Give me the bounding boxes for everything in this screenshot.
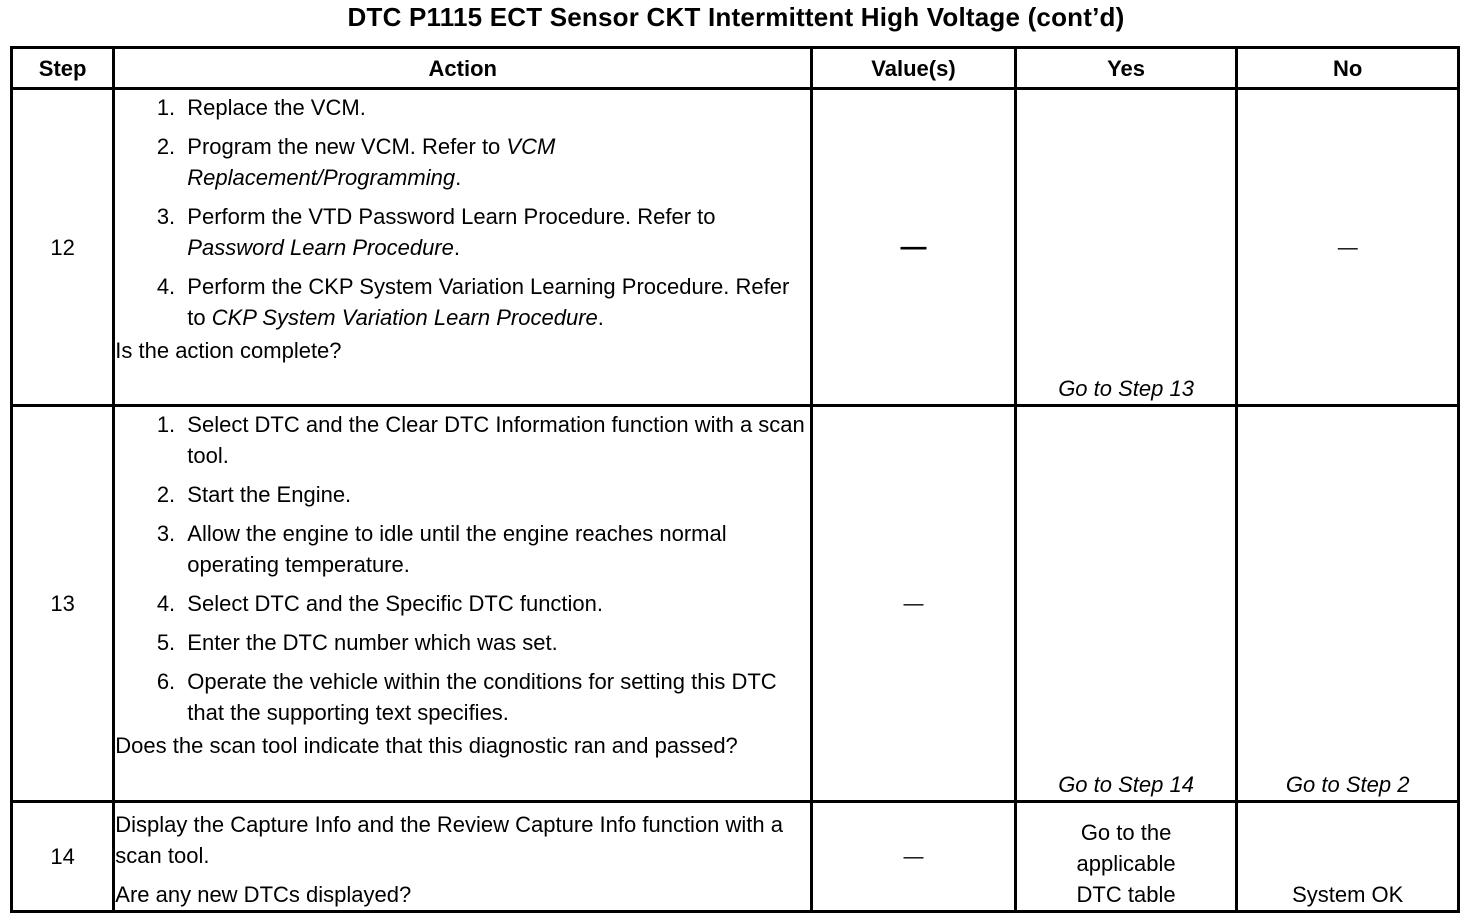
- list-item: [181, 518, 810, 580]
- page-title: DTC P1115 ECT Sensor CKT Intermittent High Voltage (cont’d): [347, 2, 1125, 32]
- action-text: Program the new VCM. Refer to: [187, 134, 507, 159]
- value-dash: —: [903, 846, 924, 868]
- yes-result: Go to the applicable DTC table: [1076, 820, 1176, 907]
- action-cell: [114, 802, 812, 912]
- list-item: [181, 201, 810, 263]
- action-list: [115, 92, 810, 333]
- action-cell: [114, 406, 812, 802]
- step-number: 12: [12, 89, 114, 406]
- action-question: Does the scan tool indicate that this diagnostic ran and passed?: [115, 733, 738, 758]
- no-cell: [1237, 406, 1459, 802]
- reference-link: Password Learn Procedure: [187, 235, 454, 260]
- no-result: System OK: [1292, 882, 1404, 907]
- table-row: [12, 406, 1459, 802]
- value-dash: —: [903, 593, 924, 615]
- value-cell: [812, 406, 1016, 802]
- action-text: Start the Engine.: [187, 482, 352, 507]
- value-dash: —: [900, 231, 927, 261]
- yes-result: Go to Step 14: [1058, 772, 1194, 797]
- header-value: Value(s): [812, 48, 1016, 89]
- yes-cell: [1015, 802, 1237, 912]
- header-yes: Yes: [1015, 48, 1237, 89]
- action-text: Allow the engine to idle until the engine reaches normal operating temperature.: [187, 521, 727, 577]
- diagnostic-table: [10, 46, 1460, 913]
- action-text: Select DTC and the Specific DTC function.: [187, 591, 604, 616]
- header-no: No: [1237, 48, 1459, 89]
- no-result: Go to Step 2: [1285, 772, 1410, 797]
- table-row: [12, 89, 1459, 406]
- action-text-end: .: [597, 305, 604, 330]
- no-cell: [1237, 89, 1459, 406]
- action-list: [115, 409, 810, 728]
- action-text: Perform the VTD Password Learn Procedure. Refer to: [187, 204, 716, 229]
- action-text: Replace the VCM.: [187, 95, 366, 120]
- list-item: [181, 479, 810, 510]
- action-text-end: .: [453, 235, 460, 260]
- action-text: Operate the vehicle within the conditions for setting this DTC that the supporting text specifies.: [187, 669, 777, 725]
- header-action: Action: [114, 48, 812, 89]
- header-row: [12, 48, 1459, 89]
- step-number: 14: [12, 802, 114, 912]
- list-item: [181, 271, 810, 333]
- list-item: [181, 409, 810, 471]
- reference-link: VCM Replacement/Programming: [187, 134, 556, 190]
- header-step: Step: [12, 48, 114, 89]
- action-cell: [114, 89, 812, 406]
- reference-link: CKP System Variation Learn Procedure: [211, 305, 598, 330]
- action-question: Is the action complete?: [115, 338, 342, 363]
- no-result: —: [1337, 236, 1358, 259]
- yes-result: Go to Step 13: [1058, 376, 1194, 401]
- action-instruction: Display the Capture Info and the Review Capture Info function with a scan tool.: [115, 812, 783, 868]
- list-item: [181, 588, 810, 619]
- action-text: Enter the DTC number which was set.: [187, 630, 558, 655]
- action-question: Are any new DTCs displayed?: [115, 882, 412, 907]
- action-text: Perform the CKP System Variation Learning Procedure. Refer to: [187, 274, 790, 330]
- table-row: [12, 802, 1459, 912]
- yes-cell: [1015, 406, 1237, 802]
- step-number: 13: [12, 406, 114, 802]
- list-item: [181, 666, 810, 728]
- value-cell: [812, 89, 1016, 406]
- value-cell: [812, 802, 1016, 912]
- action-text: Select DTC and the Clear DTC Information function with a scan tool.: [187, 412, 805, 468]
- no-cell: [1237, 802, 1459, 912]
- list-item: [181, 627, 810, 658]
- list-item: [181, 92, 810, 123]
- yes-cell: [1015, 89, 1237, 406]
- action-text-end: .: [455, 165, 462, 190]
- list-item: [181, 131, 810, 193]
